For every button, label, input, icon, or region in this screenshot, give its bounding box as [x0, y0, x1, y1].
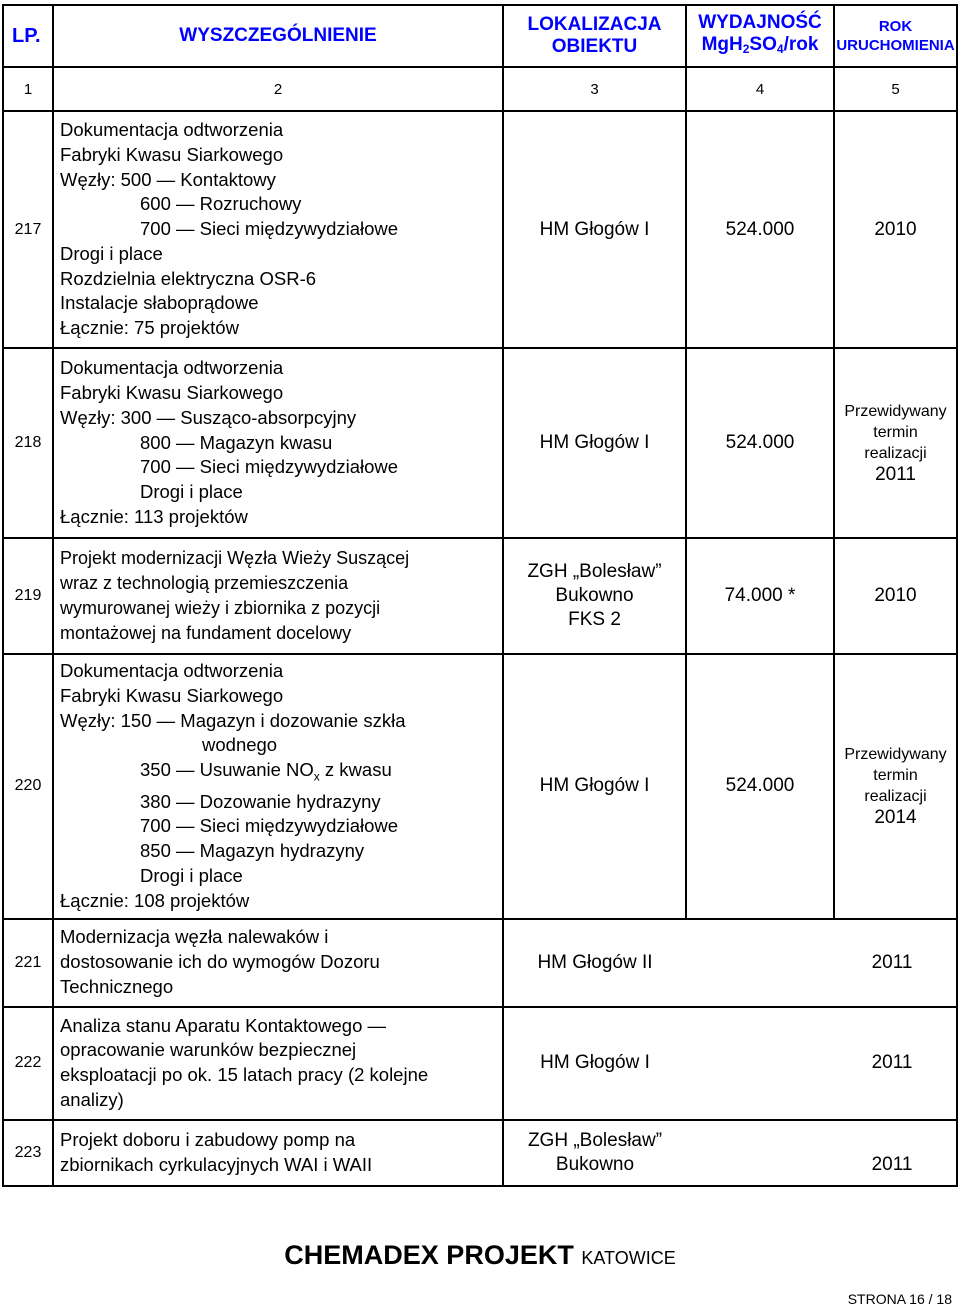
row-number: 220 [3, 654, 53, 919]
row-location-year [503, 919, 957, 1007]
desc-line: Drogi i place [60, 242, 163, 264]
table-row [3, 1120, 957, 1186]
row-year: 2011 [871, 1153, 913, 1175]
desc-line: 700 — Sieci międzywydziałowe [140, 218, 399, 240]
row-number: 217 [3, 111, 53, 348]
desc-line: Modernizacja węzła nalewaków i [60, 926, 329, 948]
row-year: 2010 [834, 111, 957, 348]
header-year-line1: ROK [878, 18, 913, 35]
row-number: 223 [3, 1120, 53, 1186]
colnum-3: 3 [503, 67, 686, 111]
header-location [503, 5, 686, 67]
desc-line: Dokumentacja odtworzenia [60, 660, 284, 681]
row-location: HM Głogów I [503, 654, 686, 919]
row-location [503, 538, 686, 654]
desc-line: Fabryki Kwasu Siarkowego [60, 684, 284, 706]
row-year [834, 654, 957, 919]
row-location: HM Głogów I [540, 1052, 650, 1074]
desc-line: 700 — Sieci międzywydziałowe [140, 815, 399, 837]
loc-line: Bukowno [555, 1153, 635, 1175]
row-capacity: 524.000 [686, 111, 834, 348]
column-number-row [3, 67, 957, 111]
table-row [3, 348, 957, 538]
header-year [834, 5, 957, 67]
row-location-year [503, 1120, 957, 1186]
year-note-line: Przewidywany [844, 402, 947, 420]
row-year: 2011 [871, 1052, 913, 1074]
page-number: STRONA 16 / 18 [847, 1291, 952, 1307]
desc-line: Technicznego [60, 976, 174, 998]
table-row [3, 538, 957, 654]
loc-line: ZGH „Bolesław” [527, 561, 662, 582]
header-description: WYSZCZEGÓLNIENIE [53, 5, 503, 67]
row-capacity: 74.000 * [686, 538, 834, 654]
unit-post: /rok [783, 34, 819, 55]
row-description [53, 654, 503, 919]
row-location [504, 1129, 686, 1177]
company-city: KATOWICE [581, 1248, 676, 1268]
row-capacity: 524.000 [686, 654, 834, 919]
row-location: HM Głogów I [503, 348, 686, 538]
company-footer [0, 1240, 960, 1271]
year-note-line: termin [873, 766, 918, 784]
unit-sub1: 2 [742, 42, 750, 56]
unit-mid: SO [749, 34, 777, 55]
row-description [53, 348, 503, 538]
desc-line: opracowanie warunków bezpiecznej [60, 1039, 357, 1061]
desc-line: Fabryki Kwasu Siarkowego [60, 143, 284, 165]
colnum-4: 4 [686, 67, 834, 111]
row-description [53, 1120, 503, 1186]
desc-line: 800 — Magazyn kwasu [140, 431, 333, 453]
table-row [3, 654, 957, 919]
desc-line: wymurowanej wieży i zbiornika z pozycji [60, 598, 381, 618]
colnum-1: 1 [3, 67, 53, 111]
desc-line: eksploatacji po ok. 15 latach pracy (2 kolejne [60, 1064, 429, 1086]
desc-line: 700 — Sieci międzywydziałowe [140, 456, 399, 478]
year-note-line: realizacji [864, 444, 927, 462]
desc-line: analizy) [60, 1088, 124, 1110]
table-row [3, 111, 957, 348]
desc-line: Węzły: 500 — Kontaktowy [60, 168, 276, 190]
row-location: HM Głogów I [503, 111, 686, 348]
loc-line: FKS 2 [568, 609, 621, 630]
row-location: HM Głogów II [537, 951, 653, 973]
header-row [3, 5, 957, 67]
colnum-2: 2 [53, 67, 503, 111]
year-value: 2014 [874, 806, 917, 828]
nox-tail: z kwasu [319, 759, 392, 781]
loc-line: ZGH „Bolesław” [527, 1129, 663, 1151]
desc-line: zbiornikach cyrkulacyjnych WAI i WAII [60, 1153, 373, 1175]
table-row [3, 919, 957, 1007]
row-description [53, 538, 503, 654]
row-number: 218 [3, 348, 53, 538]
desc-line: Rozdzielnia elektryczna OSR-6 [60, 267, 317, 289]
desc-line: Fabryki Kwasu Siarkowego [60, 382, 284, 403]
row-number: 222 [3, 1007, 53, 1120]
desc-line: Łącznie: 75 projektów [60, 317, 239, 339]
header-location-line2: OBIEKTU [551, 36, 638, 57]
desc-line: Dokumentacja odtworzenia [60, 118, 284, 140]
loc-line: Bukowno [555, 585, 634, 606]
header-location-line1: LOKALIZACJA [527, 14, 662, 35]
row-number: 221 [3, 919, 53, 1007]
table-row [3, 1007, 957, 1120]
desc-line: Instalacje słaboprądowe [60, 292, 259, 314]
row-description [53, 1007, 503, 1120]
colnum-5: 5 [834, 67, 957, 111]
desc-line [60, 758, 498, 789]
row-year [834, 348, 957, 538]
desc-line: wraz z technologią przemieszczenia [60, 573, 349, 594]
projects-table [2, 4, 958, 1187]
row-description [53, 919, 503, 1007]
row-year: 2010 [834, 538, 957, 654]
desc-line: Węzły: 150 — Magazyn i dozowanie szkła [60, 709, 406, 731]
nox-text: 350 — Usuwanie NO [140, 759, 314, 781]
desc-line: Drogi i place [140, 481, 243, 503]
row-location-year [503, 1007, 957, 1120]
desc-line: Łącznie: 108 projektów [60, 889, 250, 911]
desc-line: Projekt doboru i zabudowy pomp na [60, 1128, 356, 1150]
desc-line: Projekt modernizacji Węzła Wieży Suszącej [60, 548, 410, 569]
header-lp: LP. [3, 5, 53, 67]
row-year: 2011 [871, 951, 913, 973]
nox-sub: x [313, 769, 320, 784]
year-note-line: realizacji [864, 787, 927, 805]
unit-pre: MgH [701, 34, 743, 55]
company-name: CHEMADEX PROJEKT [284, 1240, 574, 1270]
row-number: 219 [3, 538, 53, 654]
unit-sub2: 4 [776, 42, 784, 56]
desc-line: 600 — Rozruchowy [140, 193, 302, 215]
header-capacity-unit [702, 34, 819, 55]
header-capacity [686, 5, 834, 67]
desc-line: montażowej na fundament docelowy [60, 622, 352, 643]
desc-line: Analiza stanu Aparatu Kontaktowego — [60, 1014, 387, 1036]
desc-line: Węzły: 300 — Susząco-absorpcyjny [60, 406, 357, 428]
year-value: 2011 [875, 463, 916, 485]
desc-line: 850 — Magazyn hydrazyny [140, 840, 365, 862]
desc-line: wodnego [202, 734, 278, 756]
desc-line: Drogi i place [140, 865, 243, 887]
desc-line: Łącznie: 113 projektów [60, 505, 248, 527]
desc-line: Dokumentacja odtworzenia [60, 357, 284, 379]
header-capacity-line1: WYDAJNOŚĆ [698, 12, 822, 33]
year-note-line: Przewidywany [844, 745, 947, 763]
desc-line: 380 — Dozowanie hydrazyny [140, 790, 381, 812]
header-year-line2: URUCHOMIENIA [836, 37, 955, 54]
row-description [53, 111, 503, 348]
row-capacity: 524.000 [686, 348, 834, 538]
year-note-line: termin [873, 423, 918, 441]
desc-line: dostosowanie ich do wymogów Dozoru [60, 951, 380, 973]
